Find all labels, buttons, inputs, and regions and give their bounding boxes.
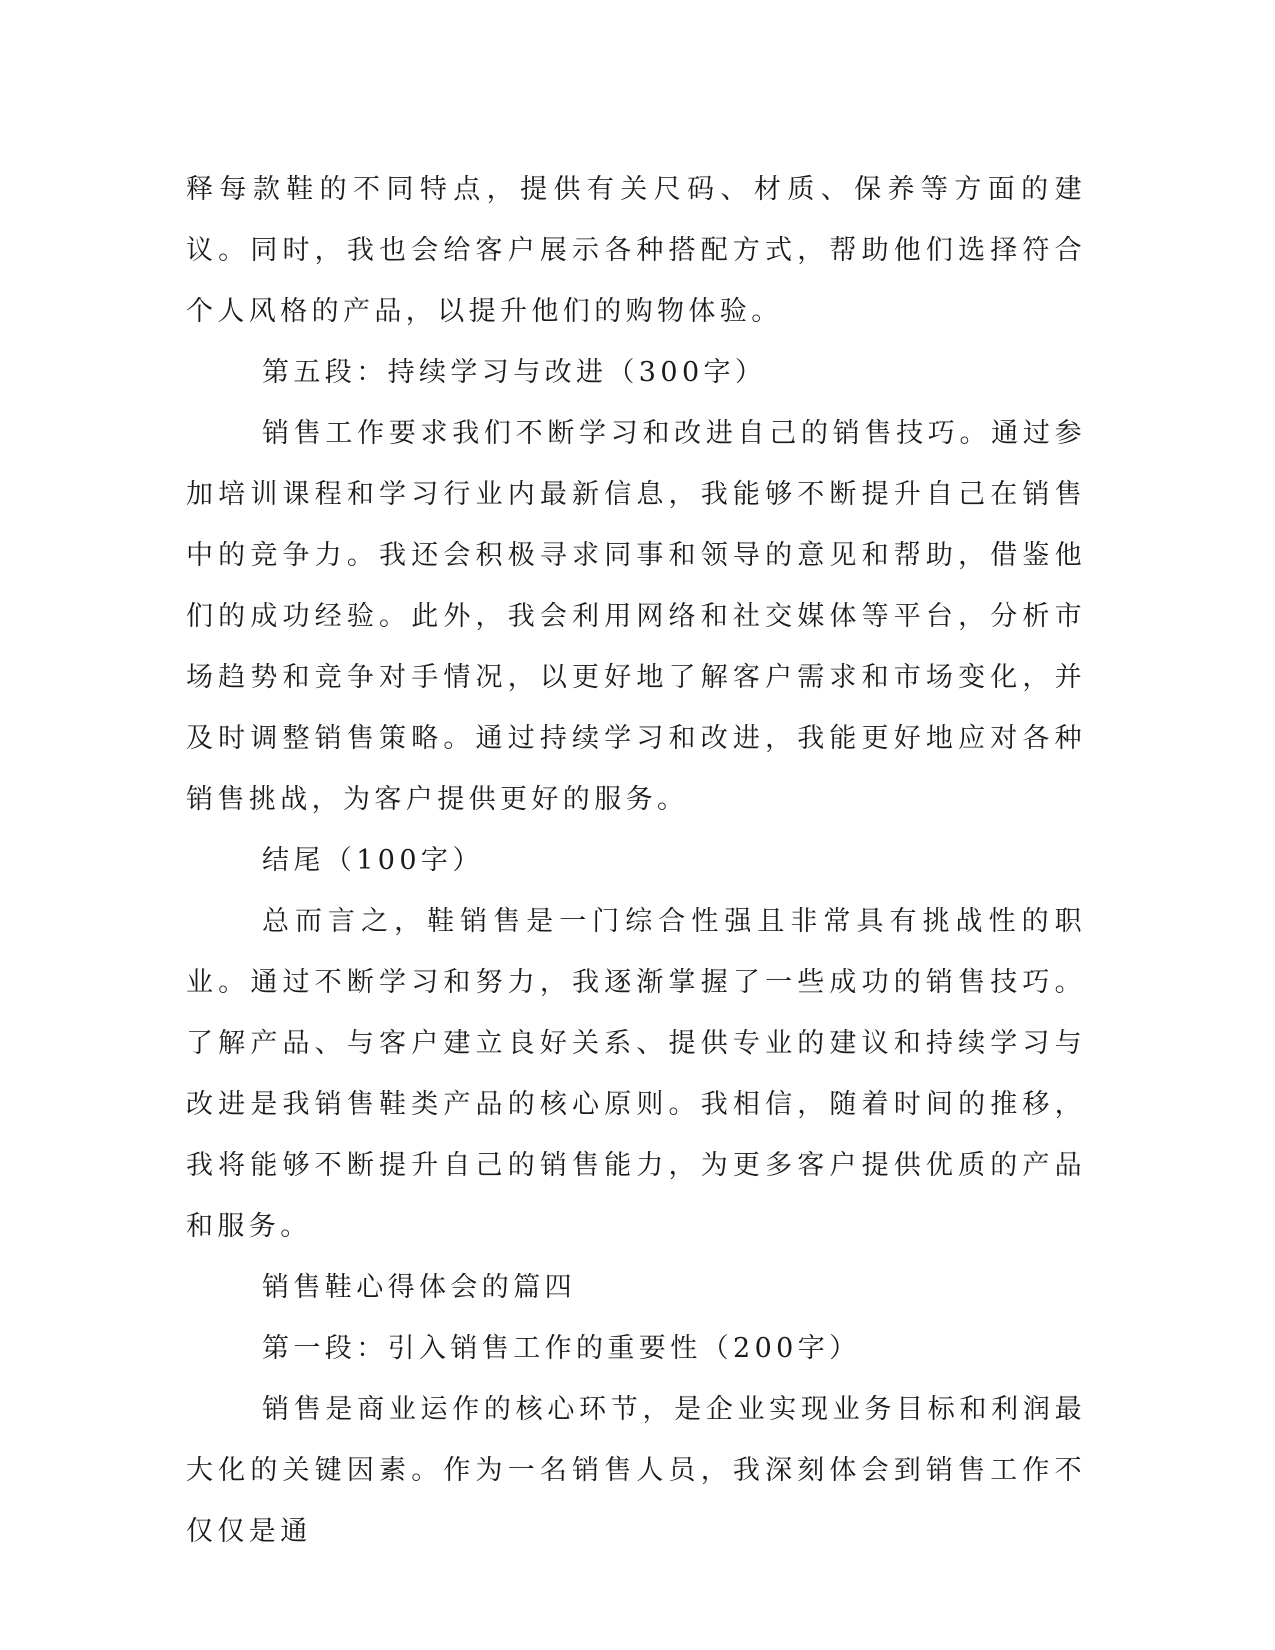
article-title-part-four: 销售鞋心得体会的篇四 xyxy=(262,1272,576,1303)
paragraph-introduction: 销售是商业运作的核心环节，是企业实现业务目标和利润最大化的关键因素。作为一名销售人员，我深刻体会到销售工作不仅仅是通 xyxy=(186,1394,1086,1547)
paragraph-conclusion: 总而言之，鞋销售是一门综合性强且非常具有挑战性的职业。通过不断学习和努力，我逐渐掌握了一些成功的销售技巧。了解产品、与客户建立良好关系、提供专业的建议和持续学习与改进是我销售鞋类产品的核心原则。我相信，随着时间的推移，我将能够不断提升自己的销售能力，为更多客户提供优质的产品和服务。 xyxy=(186,906,1086,1242)
paragraph-continuation: 释每款鞋的不同特点，提供有关尺码、材质、保养等方面的建议。同时，我也会给客户展示各种搭配方式，帮助他们选择符合个人风格的产品，以提升他们的购物体验。 xyxy=(186,174,1086,327)
paragraph-learning: 销售工作要求我们不断学习和改进自己的销售技巧。通过参加培训课程和学习行业内最新信息，我能够不断提升自己在销售中的竞争力。我还会积极寻求同事和领导的意见和帮助，借鉴他们的成功经验。此外，我会利用网络和社交媒体等平台，分析市场趋势和竞争对手情况，以更好地了解客户需求和市场变化，并及时调整销售策略。通过持续学习和改进，我能更好地应对各种销售挑战，为客户提供更好的服务。 xyxy=(186,418,1086,815)
document-body xyxy=(186,159,1086,1562)
section-heading-five: 第五段：持续学习与改进（300字） xyxy=(262,357,767,388)
section-heading-ending: 结尾（100字） xyxy=(262,845,484,876)
section-heading-one: 第一段：引入销售工作的重要性（200字） xyxy=(262,1333,861,1364)
